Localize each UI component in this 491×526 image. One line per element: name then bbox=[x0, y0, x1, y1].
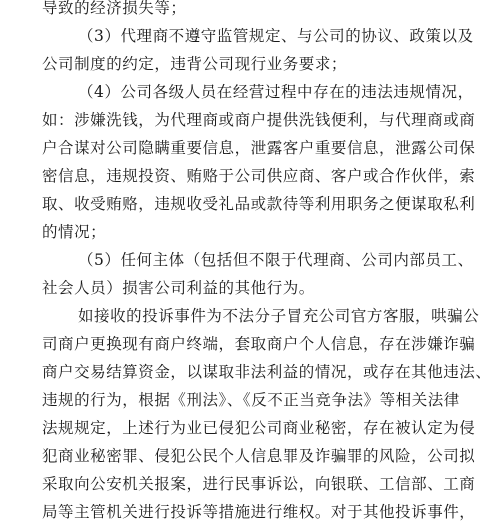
text-line-16: 法规规定，上述行为业已侵犯公司商业秘密，存在被认定为侵 bbox=[42, 419, 476, 437]
text-line-17: 犯商业秘密罪、侵犯公民个人信息罪及诈骗罪的风险，公司拟 bbox=[42, 447, 476, 465]
text-line-4: （4）公司各级人员在经营过程中存在的违法违规情况， bbox=[78, 83, 474, 101]
text-line-6: 户合谋对公司隐瞒重要信息，泄露客户重要信息，泄露公司保 bbox=[42, 139, 476, 157]
text-line-2: （3）代理商不遵守监管规定、与公司的协议、政策以及 bbox=[78, 27, 474, 45]
text-line-12: 如接收的投诉事件为不法分子冒充公司官方客服，哄骗公 bbox=[78, 307, 480, 325]
text-line-14: 商户交易结算资金，以谋取非法利益的情况，或存在其他违法、 bbox=[42, 363, 491, 381]
text-line-8: 取、收受贿赂，违规收受礼品或款待等利用职务之便谋取私利 bbox=[42, 195, 476, 213]
text-line-15: 违规的行为，根据《刑法》、《反不正当竞争法》等相关法律 bbox=[42, 391, 460, 409]
text-line-5: 如：涉嫌洗钱，为代理商或商户提供洗钱便利，与代理商或商 bbox=[42, 111, 476, 129]
text-line-1: 导致的经济损失等； bbox=[42, 0, 187, 17]
text-line-3: 公司制度的约定，违背公司现行业务要求； bbox=[42, 55, 347, 73]
text-line-7: 密信息，违规投资、贿赂于公司供应商、客户或合作伙伴，索 bbox=[42, 167, 476, 185]
text-line-13: 司商户更换现有商户终端，套取商户个人信息，存在涉嫌诈骗 bbox=[42, 335, 476, 353]
text-line-19: 局等主管机关进行投诉等措施进行维权。对于其他投诉事件， bbox=[42, 503, 476, 521]
text-line-9: 的情况； bbox=[42, 223, 107, 241]
text-line-11: 社会人员）损害公司利益的其他行为。 bbox=[42, 279, 315, 297]
text-line-18: 采取向公安机关报案，进行民事诉讼，向银联、工信部、工商 bbox=[42, 475, 476, 493]
text-line-10: （5）任何主体（包括但不限于代理商、公司内部员工、 bbox=[78, 251, 474, 269]
